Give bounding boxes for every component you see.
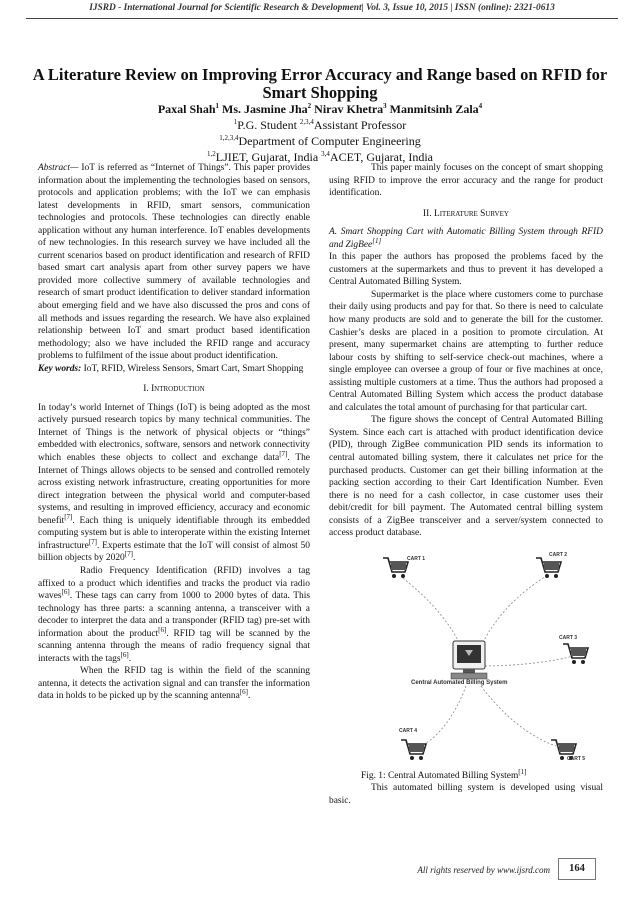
cart-label: CART 5 xyxy=(567,755,586,762)
affiliation-line xyxy=(30,118,610,132)
affil-sup: 1 xyxy=(233,118,238,126)
subsection-text: A. Smart Shopping Cart with Automatic Billing System through RFID and ZigBee xyxy=(329,227,603,250)
subsection-heading xyxy=(329,226,603,251)
cart-label: CART 2 xyxy=(549,551,568,558)
author-name: Paxal Shah xyxy=(157,102,216,116)
section-title: Literature Survey xyxy=(433,208,509,219)
citation: [6] xyxy=(239,688,248,697)
affil-text: ACET, Gujarat, India xyxy=(329,150,433,164)
center-label: Central Automated Billing System xyxy=(411,679,508,686)
author-sup: 1 xyxy=(215,102,219,110)
computer-icon xyxy=(451,641,487,679)
paragraph xyxy=(38,565,310,665)
keywords-label: Key words: xyxy=(38,363,82,374)
paragraph-text: In today’s world Internet of Things (IoT) is being adopted as the most actively pursued research topics by many technical communities. The Internet of Things is the network of physical objects or “things” embedded with electronics, software, sensors and network connectivity which enables these objects to collect and exchange data xyxy=(38,402,310,464)
citation: [1] xyxy=(518,767,527,776)
citation: [1] xyxy=(372,236,382,245)
abstract-label: Abstract— xyxy=(38,163,79,173)
section-heading xyxy=(329,208,603,221)
section-number: I. xyxy=(143,384,152,395)
citation: [6] xyxy=(61,587,70,596)
abstract-text: IoT is referred as “Internet of Things”. This paper provides information about the implementing the technologies based on sensors, protocols and application problems; with the IoT we can emphasis latest developments in RFID, smart sensors, communication technologies and protocols. These technologies can directly enable application without any human interference. IoT enables developments of new technologies. In this research survey we have included all the current scenarios based on product identification and research of RFID based smart cart analysis apart from other survey papers we have provided more collective summery of available technologies and research of smart product identification to deliver standard information about emerging field and we have also discussed the pros and cons of all methods and issues regarding the research. We have also explained relationship between IoT and smart product based identification methodology; also we have included the RFID range and accuracy problems to fulfilment of the issue about product identification. xyxy=(38,163,310,362)
citation: [7] xyxy=(124,550,133,559)
affil-text: P.G. Student xyxy=(237,118,300,132)
affiliation-line xyxy=(30,134,610,148)
section-heading xyxy=(38,383,310,396)
paragraph-text: When the RFID tag is within the field of the scanning antenna, it detects the activation signal and can transfer the information data in holds to be picked up by the scanning antenna xyxy=(38,666,310,702)
paragraph-text: . Each thing is uniquely identifiable through its embedded computing system but is able to interoperate within the existing Internet infrastructure xyxy=(38,515,310,551)
cart-icon xyxy=(563,644,588,664)
citation: [6] xyxy=(158,625,167,634)
affil-sup: 2,3,4 xyxy=(299,118,314,126)
figure-billing-system xyxy=(341,546,589,770)
paragraph-text: . xyxy=(247,691,251,702)
keywords xyxy=(38,363,310,376)
paragraph: In this paper the authors has proposed the problems faced by the customers at the supermarkets and thus to prevent it has developed a Central Automated Billing System. xyxy=(329,252,603,288)
cart-label: CART 4 xyxy=(399,727,418,734)
author-name: Ms. Jasmine Jha xyxy=(222,102,308,116)
paragraph-text: Radio Frequency Identification (RFID) involves a tag affixed to a product which identifies and tracks the product via radio waves xyxy=(38,565,310,602)
author-sup: 4 xyxy=(478,102,483,110)
citation: [7] xyxy=(88,537,98,546)
paragraph-text: . xyxy=(132,553,136,564)
footer-rights: All rights reserved by www.ijsrd.com xyxy=(417,865,550,875)
figure-caption-text: Fig. 1: Central Automated Billing System xyxy=(361,770,519,781)
paragraph: This automated billing system is developed using visual basic. xyxy=(329,783,603,806)
section-number: II. xyxy=(423,208,434,219)
paragraph xyxy=(38,402,310,565)
affil-sup: 3,4 xyxy=(321,150,330,158)
section-title: Introduction xyxy=(151,384,205,395)
right-column xyxy=(329,162,603,808)
figure-caption xyxy=(361,767,603,783)
citation: [6] xyxy=(120,650,129,659)
cart-label: CART 3 xyxy=(559,634,578,641)
cart-icon xyxy=(383,558,408,578)
cart-icon xyxy=(536,558,561,578)
cart-icon xyxy=(401,740,426,760)
author-sup: 3 xyxy=(383,102,387,110)
paper-title: A Literature Review on Improving Error Accuracy and Range based on RFID for Smart Shopping xyxy=(32,65,608,102)
citation: [7] xyxy=(279,449,288,458)
author-line xyxy=(30,102,610,116)
page-number: 164 xyxy=(558,858,596,880)
paragraph: Supermarket is the place where customers come to purchase their daily using products and pay for that. So there is need to calculate how many products are sold and to generate the bill for the customer. Cashier’s desks are placed in a position to promote circulation. At present, many supermarket chains are attempting to further reduce labour costs by shifting to self-service check-out machines, where a single employee can oversee a group of four or five machines at once, assisting multiple customers at a time. Thus the authors had proposed a Central Automated Billing System which access the product database and calculates the total amount of purchasing for that particular cart. xyxy=(329,289,603,413)
citation: [7] xyxy=(64,512,73,521)
author-sup: 2 xyxy=(307,102,312,110)
affil-text: Assistant Professor xyxy=(313,118,407,132)
paragraph-text: . Experts estimate that the IoT will consist of almost 50 billion objects by 2020 xyxy=(38,540,310,564)
paragraph-text: . The Internet of Things allows objects to be sensed and controlled remotely across existing network infrastructure, creating opportunities for more direct integration between the physical world and computer-based systems, and resulting in improved efficiency, accuracy and economic benefit xyxy=(38,453,310,526)
abstract xyxy=(38,162,310,363)
paragraph: This paper mainly focuses on the concept of smart shopping using RFID to improve the error accuracy and the range for product identification. xyxy=(329,163,603,199)
affil-text: LJIET, Gujarat, India xyxy=(215,150,322,164)
journal-header: IJSRD - International Journal for Scientific Research & Development| Vol. 3, Issue 10, 2015 | ISSN (online): 2321-0613 xyxy=(89,3,555,13)
author-name: Manmitsinh Zala xyxy=(389,102,479,116)
header-rule xyxy=(26,18,618,19)
author-name: Nirav Khetra xyxy=(314,102,384,116)
paragraph-text: . xyxy=(128,653,132,664)
cart-label: CART 1 xyxy=(407,555,426,562)
left-column xyxy=(38,162,310,703)
paragraph xyxy=(38,665,310,703)
affil-text: Department of Computer Engineering xyxy=(238,134,421,148)
affil-sup: 1,2 xyxy=(207,150,216,158)
affil-sup: 1,2,3,4 xyxy=(219,134,239,142)
paragraph-text: . RFID tag will be scanned by the scanning antenna through the means of radio frequency signal that interacts with the tags xyxy=(38,628,311,664)
figure-diagram xyxy=(341,546,589,770)
figure-links xyxy=(401,576,573,746)
keywords-text: IoT, RFID, Wireless Sensors, Smart Cart, Smart Shopping xyxy=(81,363,304,374)
paragraph: The figure shows the concept of Central Automated Billing System. Since each cart is attached with product identification device (PID), through ZigBee communication PID sends its information to central automated billing system, there it calculates net price for the purchased products. Customer can get their billing information at the packing section according to their Cart Identification Number. Even there is no need for a cash collector, in case customer uses their debit/credit for bill payment. The Automated central billing system consists of a ZigBee transceiver and a server/system connected to access product database. xyxy=(329,415,603,539)
paragraph-text: . These tags can carry from 1000 to 2000 bytes of data. This technology has three parts: a scanning antenna, a transceiver with a decoder to interpret the data and a transponder (RFID tag) pre-set with information about the product xyxy=(38,591,310,639)
